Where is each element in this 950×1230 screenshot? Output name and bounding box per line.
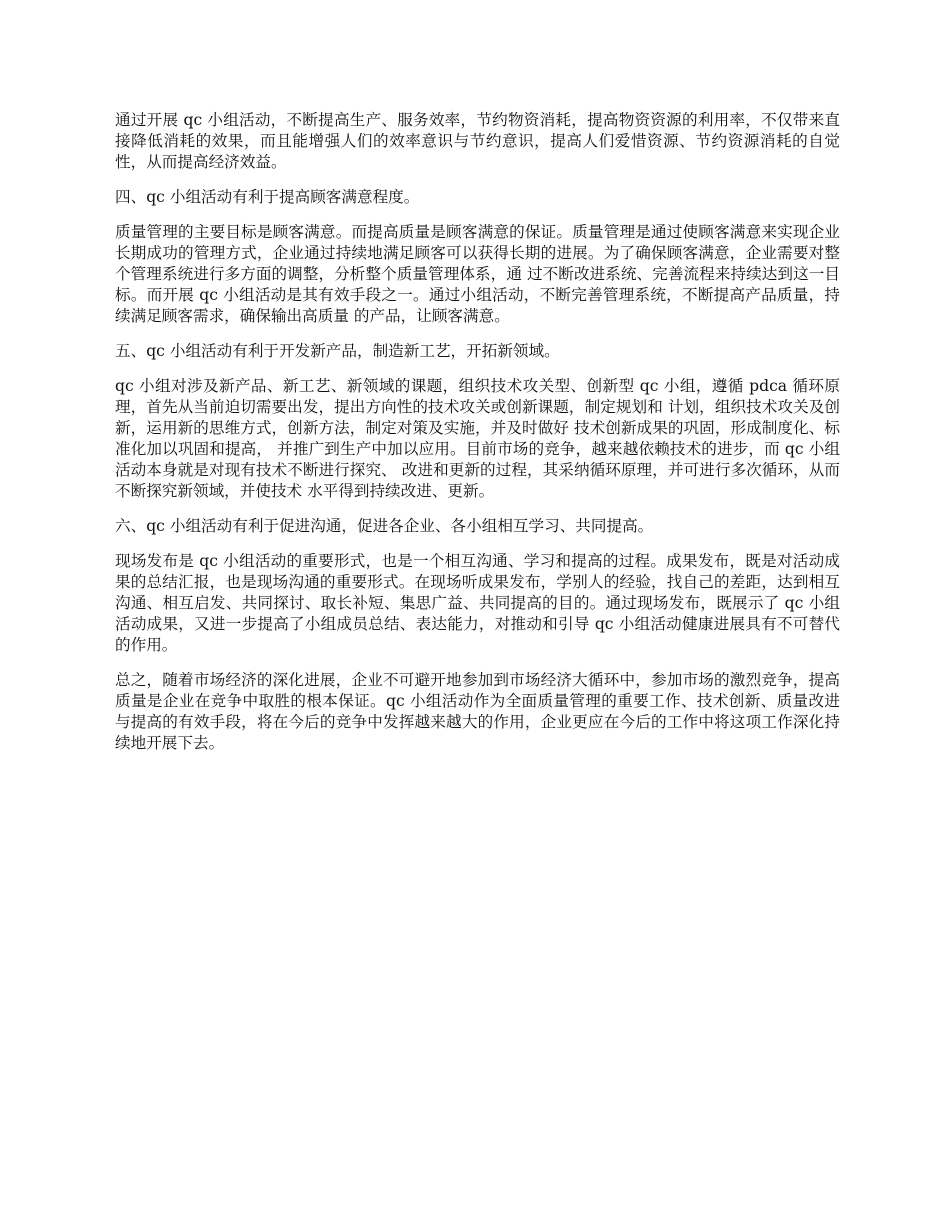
paragraph-new-products: qc 小组对涉及新产品、新工艺、新领域的课题，组织技术攻关型、创新型 qc 小组，遵循 pdca 循环原理，首先从当前迫切需要出发，提出方向性的技术攻关或创新课题，制定规划和 计划，组织技术攻关及创新，运用新的思维方式，创新方法，制定对策及实施，并及时做好 技术创新成果的巩固，形成制度化、标准化加以巩固和提高， 并推广到生产中加以应用。目前市场的竞争，越来越依赖技术的进步，而 qc 小组活动本身就是对现有技术不断进行探究、 改进和更新的过程，其采纳循环原理，并可进行多次循环，从而不断探究新领域，并使技术 水平得到持续改进、更新。 (115, 377, 840, 500)
document-page (115, 110, 840, 768)
paragraph-communication: 现场发布是 qc 小组活动的重要形式，也是一个相互沟通、学习和提高的过程。成果发布，既是对活动成果的总结汇报，也是现场沟通的重要形式。在现场听成果发布，学别人的经验，找自己的差距，达到相互沟通、相互启发、共同探讨、取长补短、集思广益、共同提高的目的。通过现场发布，既展示了 qc 小组活动成果，又进一步提高了小组成员总结、表达能力，对推动和引导 qc 小组活动健康进展具有不可替代的作用。 (115, 552, 840, 654)
paragraph-customer-satisfaction: 质量管理的主要目标是顾客满意。而提高质量是顾客满意的保证。质量管理是通过使顾客满意来实现企业长期成功的管理方式，企业通过持续地满足顾客可以获得长期的进展。为了确保顾客满意，企业需要对整个管理系统进行多方面的调整，分析整个质量管理体系，通 过不断改进系统、完善流程来持续达到这一目标。而开展 qc 小组活动是其有效手段之一。通过小组活动，不断完善管理系统，不断提高产品质量，持续满足顾客需求，确保输出高质量 的产品，让顾客满意。 (115, 223, 840, 325)
section-heading-five: 五、qc 小组活动有利于开发新产品，制造新工艺，开拓新领域。 (115, 342, 560, 360)
paragraph-efficiency: 通过开展 qc 小组活动，不断提高生产、服务效率，节约物资消耗，提高物资资源的利用率，不仅带来直接降低消耗的效果，而且能增强人们的效率意识与节约意识，提高人们爱惜资源、节约资源消耗的自觉性，从而提高经济效益。 (115, 111, 840, 171)
paragraph-conclusion: 总之，随着市场经济的深化进展，企业不可避开地参加到市场经济大循环中，参加市场的激烈竞争，提高质量是企业在竞争中取胜的根本保证。qc 小组活动作为全面质量管理的重要工作、技术创新、质量改进与提高的有效手段，将在今后的竞争中发挥越来越大的作用，企业更应在今后的工作中将这项工作深化持续地开展下去。 (115, 671, 840, 752)
section-heading-six: 六、qc 小组活动有利于促进沟通，促进各企业、各小组相互学习、共同提高。 (115, 517, 654, 535)
section-heading-four: 四、qc 小组活动有利于提高顾客满意程度。 (115, 188, 420, 206)
